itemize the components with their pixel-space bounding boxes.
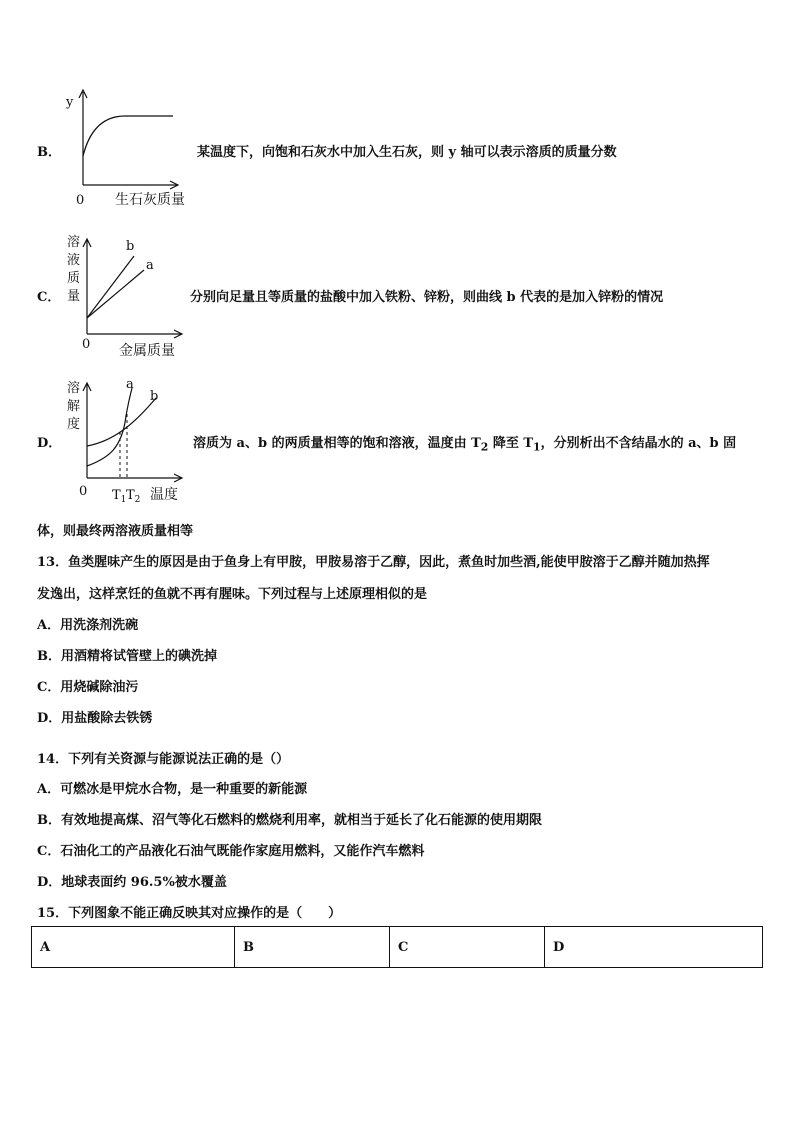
q12-option-d-text-continued: 体，则最终两溶液质量相等 bbox=[37, 524, 194, 539]
y-axis-label-3: 质 bbox=[67, 271, 81, 286]
table-cell-b: B bbox=[235, 927, 390, 968]
curve-a-label: a bbox=[126, 377, 134, 392]
curve-b-label: b bbox=[150, 389, 159, 404]
q14-stem: 14．下列有关资源与能源说法正确的是（） bbox=[37, 752, 290, 767]
curve-b-line bbox=[87, 256, 134, 318]
q12-option-b-label: B． bbox=[37, 145, 61, 160]
table-cell-a: A bbox=[32, 927, 235, 968]
origin-label: 0 bbox=[79, 484, 88, 499]
q12-option-b-text: 某温度下，向饱和石灰水中加入生石灰，则 y 轴可以表示溶质的质量分数 bbox=[197, 145, 617, 160]
curve-a-label: a bbox=[146, 258, 154, 273]
y-axis-label-2: 液 bbox=[67, 253, 81, 268]
q12-option-d-text-pre: 溶质为 a、b 的两质量相等的饱和溶液，温度由 T bbox=[193, 436, 481, 451]
y-axis-label-4: 量 bbox=[67, 289, 81, 304]
q15-answer-table bbox=[31, 926, 763, 968]
q13-option-b: B．用酒精将试管壁上的碘洗掉 bbox=[37, 649, 217, 664]
y-axis-label-1: 溶 bbox=[67, 381, 81, 396]
q12-option-d-label: D． bbox=[37, 436, 62, 451]
origin-label: 0 bbox=[82, 337, 91, 352]
q14-option-d: D．地球表面约 96.5%被水覆盖 bbox=[37, 875, 227, 890]
q12-option-c-label: C． bbox=[37, 290, 61, 305]
y-axis-label-1: 溶 bbox=[67, 235, 81, 250]
y-axis-label-3: 度 bbox=[67, 417, 81, 432]
q14-option-a: A．可燃冰是甲烷水合物，是一种重要的新能源 bbox=[37, 782, 308, 797]
origin-label: 0 bbox=[76, 193, 85, 208]
table-row bbox=[32, 927, 763, 968]
t2-subscript: 2 bbox=[480, 440, 489, 454]
q13-option-c: C．用烧碱除油污 bbox=[37, 680, 139, 695]
q14-option-c: C．石油化工的产品液化石油气既能作家庭用燃料，又能作汽车燃料 bbox=[37, 844, 425, 859]
solubility-curve bbox=[83, 116, 173, 156]
q12-option-d-text bbox=[193, 432, 736, 454]
curve-b-label: b bbox=[126, 239, 135, 254]
curve-a-line bbox=[87, 270, 144, 318]
t1-label: $T_1$ bbox=[112, 488, 127, 505]
table-cell-d: D bbox=[545, 927, 763, 968]
q13-option-a: A．用洗涤剂洗碗 bbox=[37, 618, 139, 633]
q15-stem: 15．下列图象不能正确反映其对应操作的是（ ） bbox=[37, 906, 342, 921]
y-axis-label: y bbox=[66, 95, 74, 110]
x-axis-label: 温度 bbox=[150, 487, 178, 503]
table-cell-c: C bbox=[390, 927, 545, 968]
t2-label: $T_2$ bbox=[126, 488, 141, 505]
q12-option-c-text: 分别向足量且等质量的盐酸中加入铁粉、锌粉，则曲线 b 代表的是加入锌粉的情况 bbox=[190, 290, 664, 305]
q12-option-c-graph bbox=[64, 230, 204, 360]
q13-stem-line2: 发逸出，这样烹饪的鱼就不再有腥味。下列过程与上述原理相似的是 bbox=[37, 587, 428, 602]
q12-option-b-graph bbox=[60, 88, 220, 208]
q13-stem-line1: 13．鱼类腥味产生的原因是由于鱼身上有甲胺，甲胺易溶于乙醇，因此，煮鱼时加些酒,能使甲胺溶于乙醇并随加热挥 bbox=[37, 555, 710, 570]
x-axis-label: 生石灰质量 bbox=[115, 192, 185, 208]
x-axis-label: 金属质量 bbox=[119, 343, 175, 359]
y-axis-label-2: 解 bbox=[67, 399, 81, 414]
curve-b-line bbox=[87, 398, 156, 446]
t1-subscript: 1 bbox=[533, 440, 541, 454]
q13-option-d: D．用盐酸除去铁锈 bbox=[37, 711, 153, 726]
curve-a-line bbox=[87, 388, 132, 466]
q14-option-b: B．有效地提高煤、沼气等化石燃料的燃烧利用率，就相当于延长了化石能源的使用期限 bbox=[37, 813, 542, 828]
q12-option-d-graph bbox=[64, 376, 204, 506]
q12-option-d-text-mid: 降至 T bbox=[488, 436, 534, 451]
q12-option-d-text-post: ，分别析出不含结晶水的 a、b 固 bbox=[540, 436, 737, 451]
